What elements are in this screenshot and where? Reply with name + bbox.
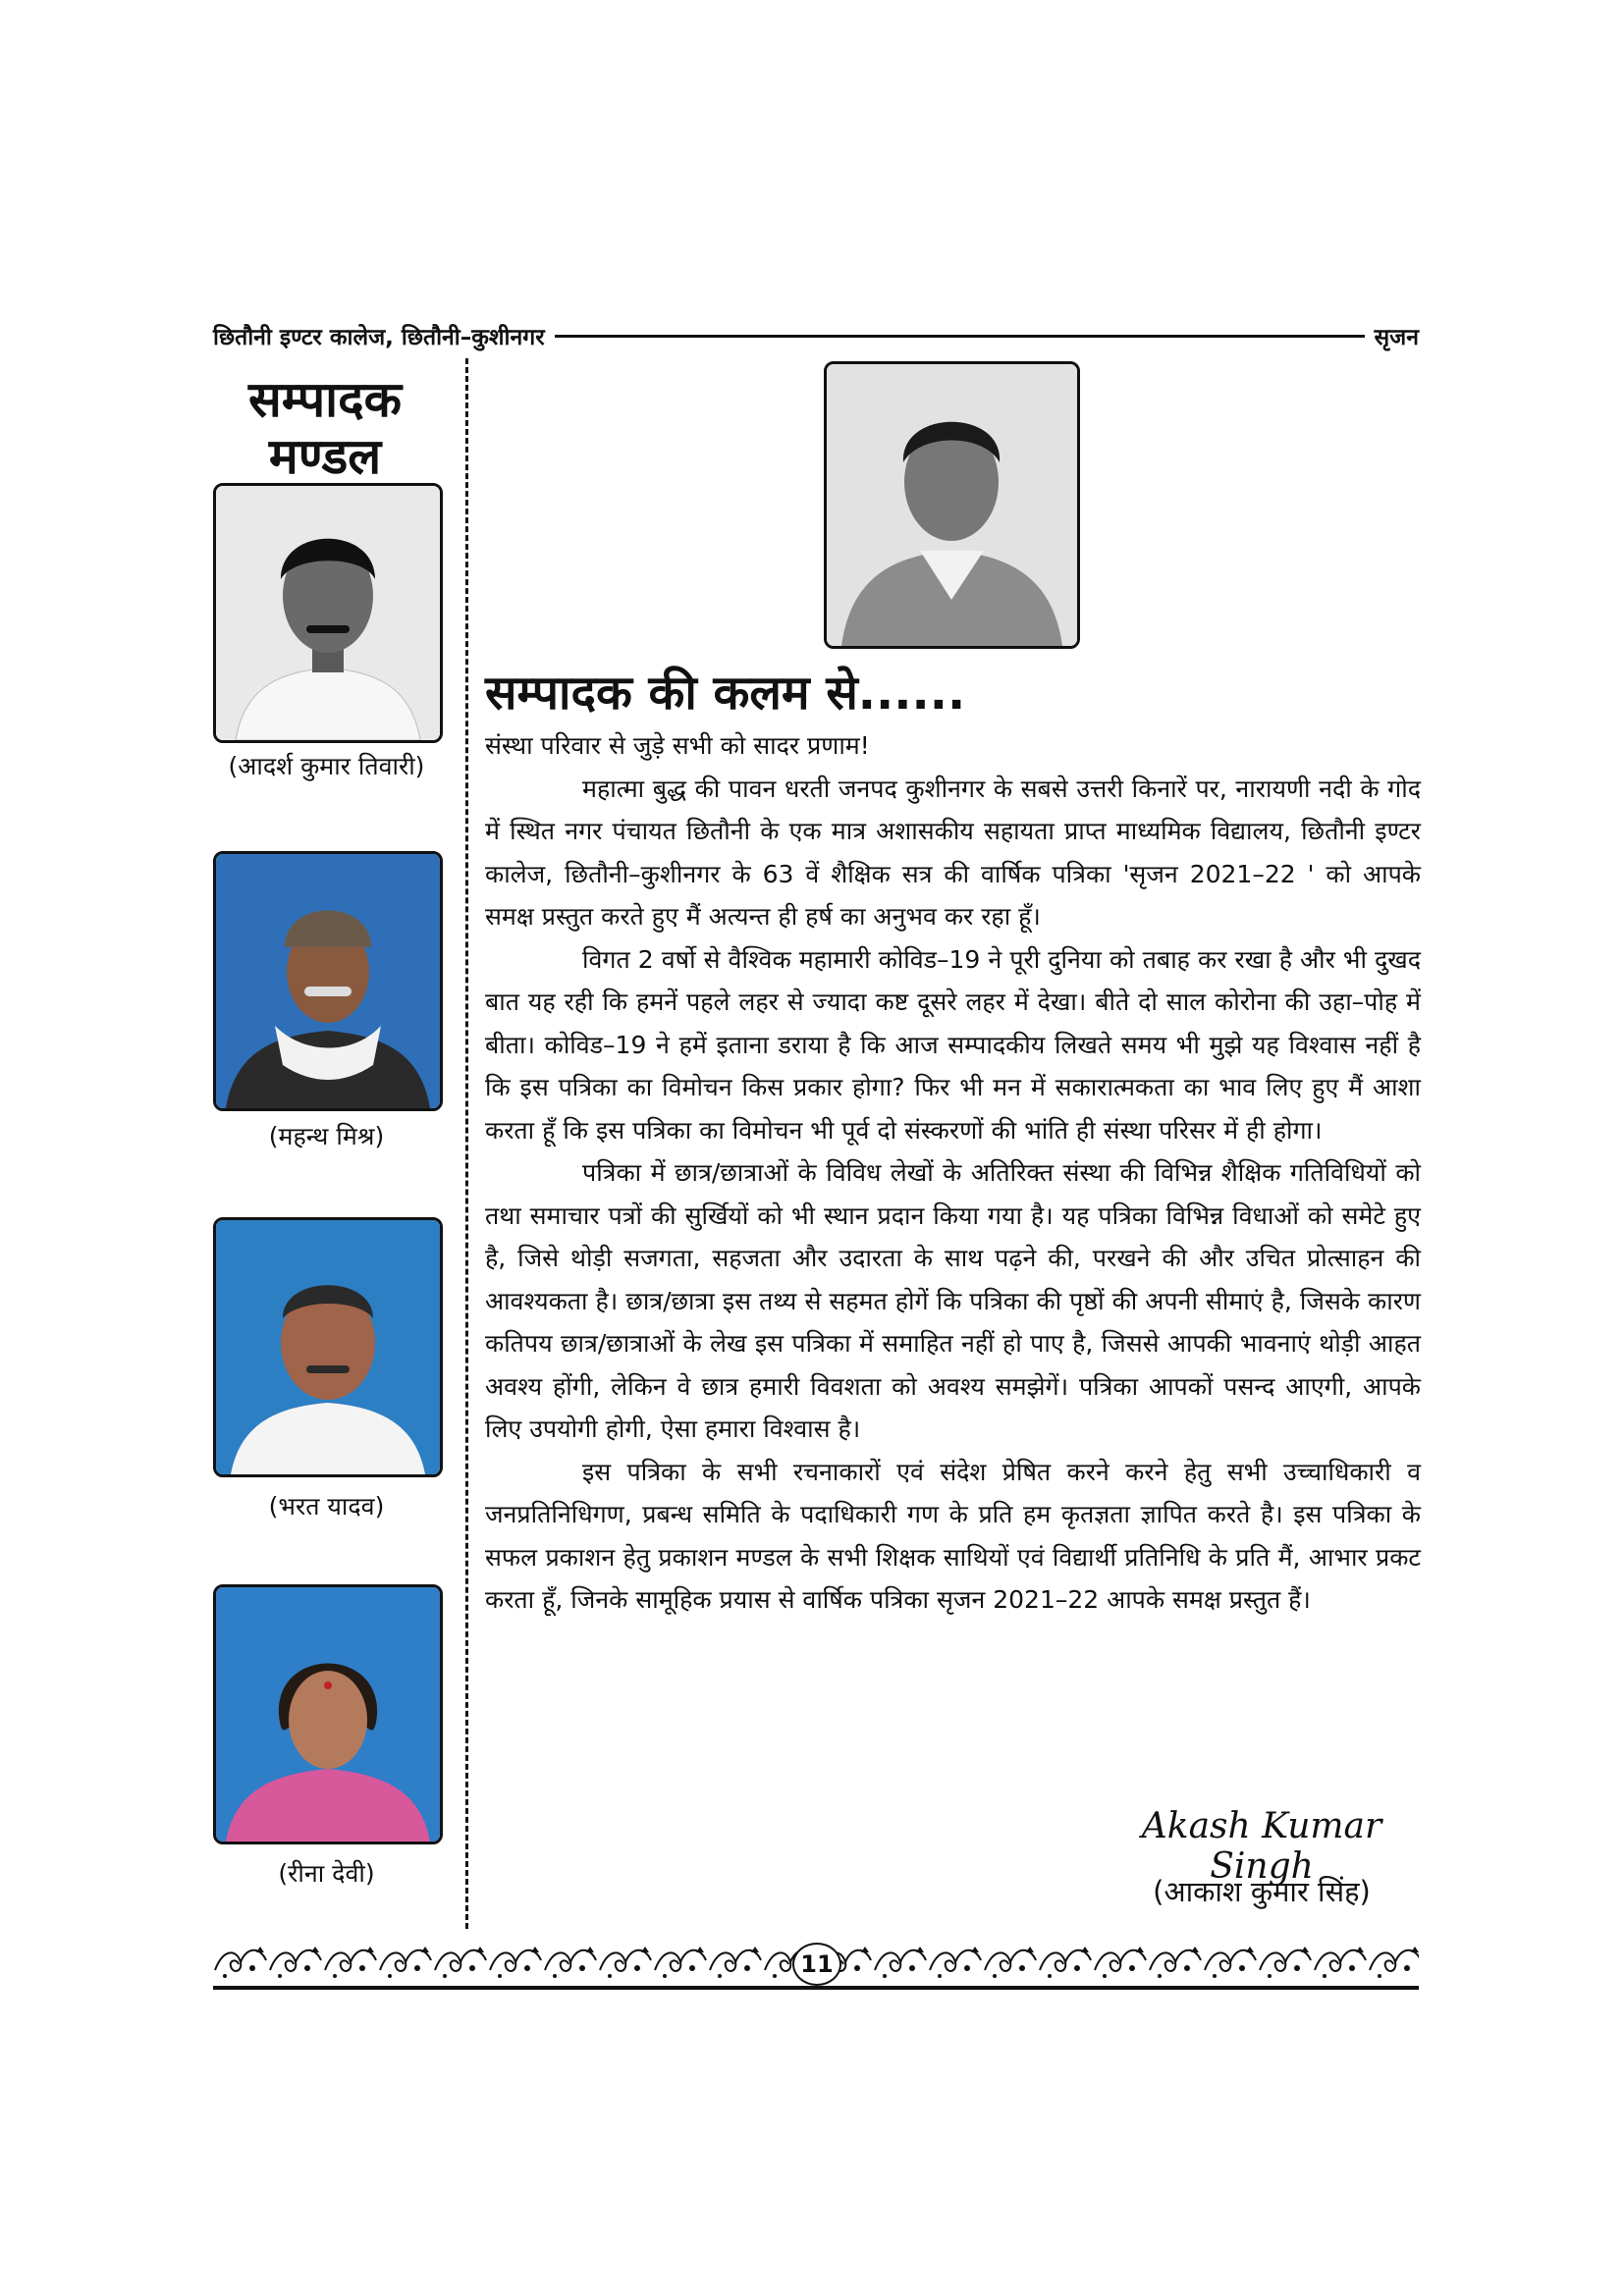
sidebar-title-line1: सम्पादक [247,371,403,428]
footer-rule [213,1986,1419,1990]
person-photo-icon [216,1220,440,1474]
sidebar-title [213,371,437,485]
person-photo-icon [216,486,440,740]
editorial-body [485,724,1421,1622]
column-divider [465,358,468,1929]
editorial-greeting: संस्था परिवार से जुड़े सभी को सादर प्रणाम! [485,731,870,760]
header-college-name: छितौनी इण्टर कालेज, छितौनी–कुशीनगर [213,325,545,350]
page-number: 11 [792,1943,841,1986]
editorial-paragraph-4: इस पत्रिका के सभी रचनाकारों एवं संदेश प्रेषित करने करने हेतु सभी उच्चाधिकारी व जनप्रतिनिधिगण, प्रबन्ध समिति के पदाधिकारी गण के प्रति हम कृतज्ञता ज्ञापित करते है। इस पत्रिका के सफल प्रकाशन हेतु प्रकाशन मण्डल के सभी शिक्षक साथियों एवं विद्यार्थी प्रतिनिधि के प्रति मैं, आभार प्रकट करता हूँ, जिनके सामूहिक प्रयास से वार्षिक पत्रिका सृजन 2021–22 आपके समक्ष प्रस्तुत हैं। [485,1457,1421,1614]
member-caption-1: (आदर्श कुमार तिवारी) [228,752,425,780]
editorial-paragraph-3: पत्रिका में छात्र/छात्राओं के विविध लेखों के अतिरिक्त संस्था की विभिन्न शैक्षिक गतिविधियों को तथा समाचार पत्रों की सुर्खियों को भी स्थान प्रदान किया गया है। यह पत्रिका विभिन्न विधाओं को समेटे हुए है, जिसे थोड़ी सजगता, सहजता और उदारता के साथ पढ़ने की, परखने की और उचित प्रोत्साहन की आवश्यकता है। छात्र/छात्रा इस तथ्य से सहमत होगें कि पत्रिका की पृष्ठों की अपनी सीमाएं है, जिसके कारण कतिपय छात्र/छात्राओं के लेख इस पत्रिका में समाहित नहीं हो पाए है, जिससे आपकी भावनाएं थोड़ी आहत अवश्य होंगी, लेकिन वे छात्र हमारी विवशता को अवश्य समझेगें। पत्रिका आपकों पसन्द आएगी, आपके लिए उपयोगी होगी, ऐसा हमारा विश्वास है। [485,1158,1421,1443]
member-photo-1 [213,483,443,743]
member-photo-4 [213,1584,443,1844]
editorial-title: सम्पादक की कलम से...... [485,666,966,721]
running-header [213,316,1419,355]
sidebar-title-line2: मण्डल [268,428,382,485]
person-photo-icon [827,364,1077,646]
person-photo-icon [216,1587,440,1842]
editorial-paragraph-1: महात्मा बुद्ध की पावन धरती जनपद कुशीनगर के सबसे उत्तरी किनारें पर, नारायणी नदी के गोद में स्थित नगर पंचायत छितौनी के एक मात्र अशासकीय सहायता प्राप्त माध्यमिक विद्यालय, छितौनी इण्टर कालेज, छितौनी–कुशीनगर के 63 वें शैक्षिक सत्र की वार्षिक पत्रिका 'सृजन 2021–22 ' को आपके समक्ष प्रस्तुत करते हुए मैं अत्यन्त ही हर्ष का अनुभव कर रहा हूँ। [485,774,1421,931]
header-rule [555,335,1365,338]
header-magazine-name: सृजन [1374,325,1419,350]
editor-photo [824,361,1080,649]
editorial-paragraph-2: विगत 2 वर्षो से वैश्विक महामारी कोविड–19 ने पूरी दुनिया को तबाह कर रखा है और भी दुखद बात यह रही कि हमनें पहले लहर से ज्यादा कष्ट दूसरे लहर में देखा। बीते दो साल कोरोना की उहा–पोह में बीता। कोविड–19 ने हमें इताना डराया है कि आज सम्पादकीय लिखते समय भी मुझे यह विश्वास नहीं है कि इस पत्रिका का विमोचन किस प्रकार होगा? फिर भी मन में सकारात्मकता का भाव लिए हुए मैं आशा करता हूँ कि इस पत्रिका का विमोचन भी पूर्व दो संस्करणों की भांति ही संस्था परिसर में ही होगा। [485,944,1421,1145]
member-caption-4: (रीना देवी) [278,1859,375,1888]
member-caption-3: (भरत यादव) [268,1492,385,1521]
member-caption-2: (महन्थ मिश्र) [268,1122,385,1150]
signature-name: (आकाश कुमार सिंह) [1153,1875,1371,1908]
handwritten-signature: Akash Kumar Singh [1141,1806,1382,1887]
member-photo-2 [213,851,443,1111]
member-photo-3 [213,1217,443,1477]
person-photo-icon [216,854,440,1108]
